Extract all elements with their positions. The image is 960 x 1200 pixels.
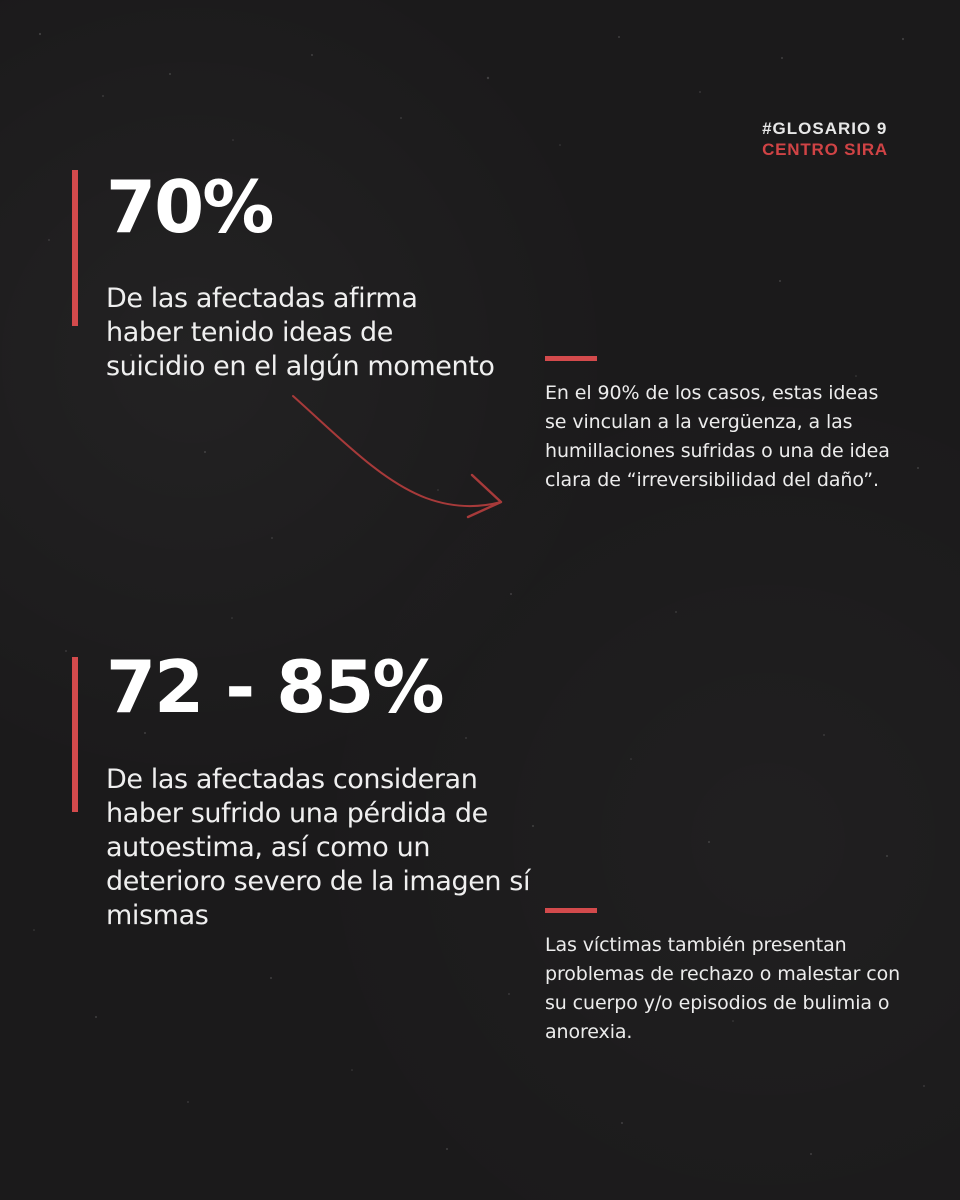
series-tag: [762, 118, 888, 160]
stat-2-description: De las afectadas consideran haber sufrido una pérdida de autoestima, así como un deterioro severo de la imagen sí mismas: [106, 764, 531, 931]
note-1-accent-bar: [545, 356, 597, 361]
note-2-accent-bar: [545, 908, 597, 913]
stat-2-accent-bar: [72, 657, 78, 812]
curved-arrow-icon: [285, 390, 530, 530]
note-2-text: Las víctimas también presentan problemas de rechazo o malestar con su cuerpo y/o episodios de bulimia o anorexia.: [545, 934, 901, 1043]
organization-name: CENTRO SIRA: [762, 140, 888, 159]
glossary-tag: #GLOSARIO 9: [762, 119, 888, 138]
note-1-text: En el 90% de los casos, estas ideas se vinculan a la vergüenza, a las humillaciones sufridas o una de idea clara de “irreversibilidad del daño”.: [545, 382, 890, 491]
stat-1-accent-bar: [72, 170, 78, 326]
stat-1-value: 70%: [106, 165, 273, 249]
stat-2-value: 72 - 85%: [106, 645, 443, 729]
stat-1-description: De las afectadas afirma haber tenido ideas de suicidio en el algún momento: [106, 283, 495, 382]
